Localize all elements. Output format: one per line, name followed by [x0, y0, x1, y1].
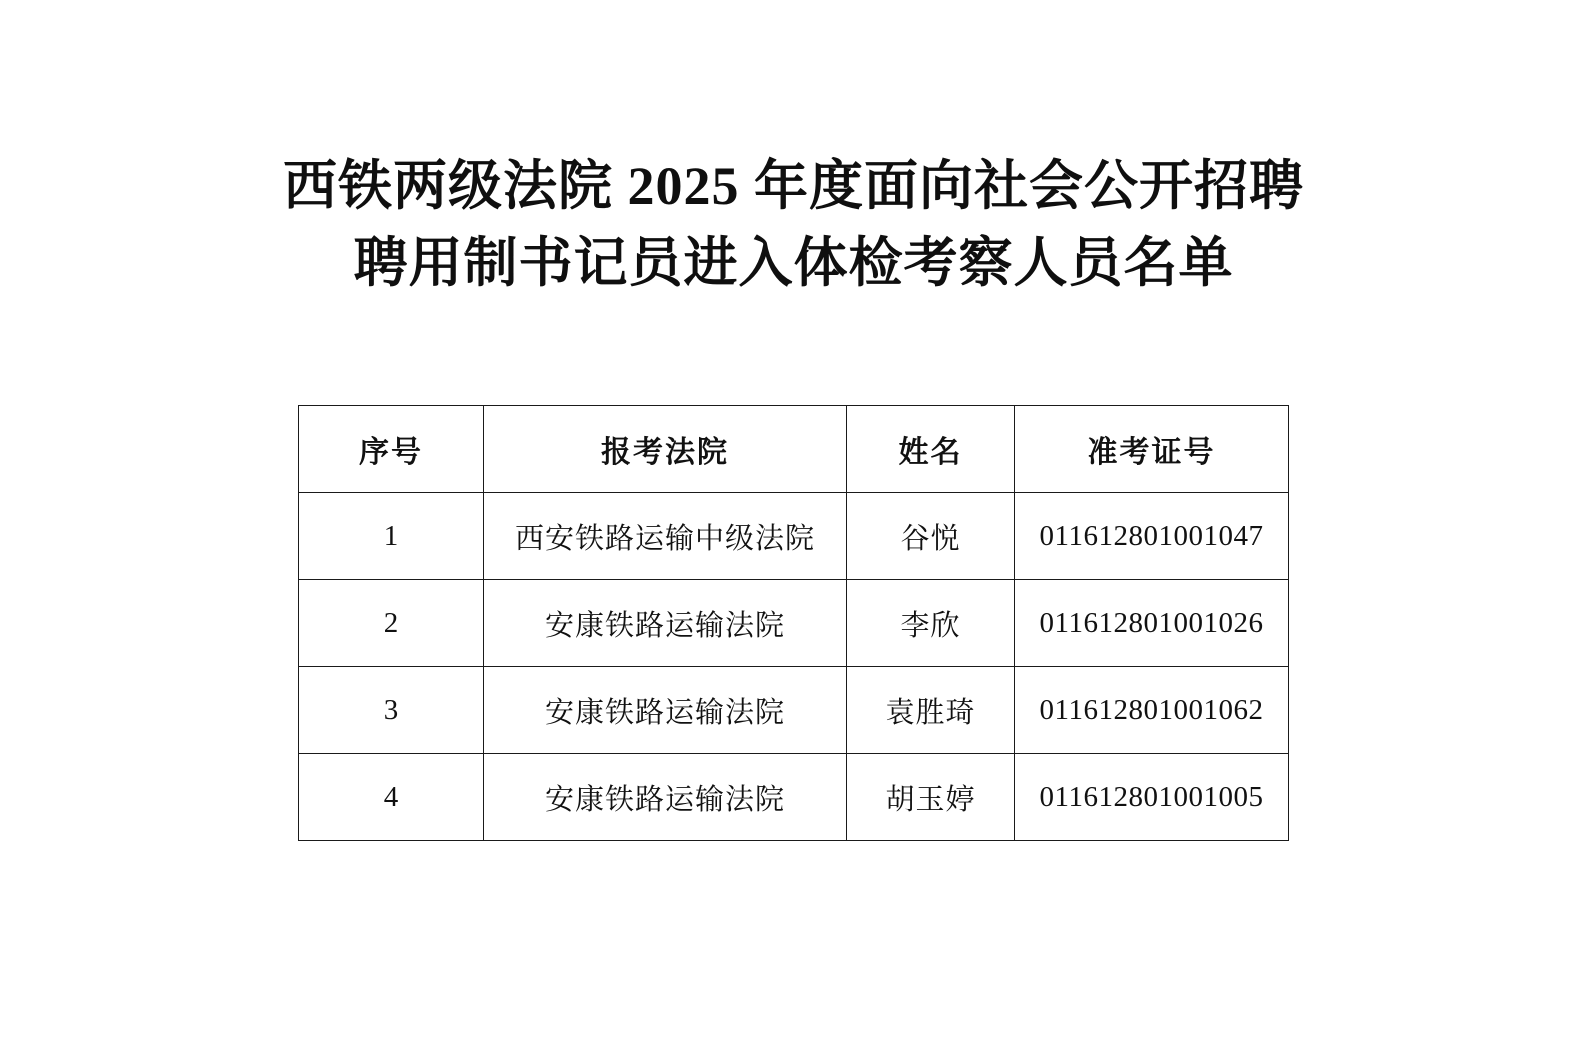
table-header	[299, 406, 1289, 493]
candidates-table	[298, 405, 1289, 841]
cell-name: 袁胜琦	[847, 667, 1015, 754]
column-header-index: 序号	[299, 406, 484, 493]
table-row	[299, 580, 1289, 667]
page-title-line-1: 西铁两级法院 2025 年度面向社会公开招聘	[283, 156, 1304, 216]
column-header-name: 姓名	[847, 406, 1015, 493]
table-row	[299, 493, 1289, 580]
column-header-court: 报考法院	[484, 406, 847, 493]
cell-court: 安康铁路运输法院	[484, 580, 847, 667]
cell-name: 谷悦	[847, 493, 1015, 580]
table-body	[299, 493, 1289, 841]
cell-court: 安康铁路运输法院	[484, 667, 847, 754]
table-row	[299, 667, 1289, 754]
page-title	[0, 0, 1587, 301]
cell-name: 胡玉婷	[847, 754, 1015, 841]
page-title-line-2: 聘用制书记员进入体检考察人员名单	[353, 232, 1234, 293]
cell-court: 安康铁路运输法院	[484, 754, 847, 841]
cell-court: 西安铁路运输中级法院	[484, 493, 847, 580]
cell-admission-number: 011612801001047	[1015, 493, 1289, 580]
table-row	[299, 754, 1289, 841]
cell-index: 4	[299, 754, 484, 841]
cell-index: 3	[299, 667, 484, 754]
cell-index: 1	[299, 493, 484, 580]
column-header-admission-number: 准考证号	[1015, 406, 1289, 493]
cell-name: 李欣	[847, 580, 1015, 667]
table-container	[0, 405, 1587, 841]
cell-admission-number: 011612801001026	[1015, 580, 1289, 667]
table-header-row	[299, 406, 1289, 493]
cell-admission-number: 011612801001005	[1015, 754, 1289, 841]
cell-index: 2	[299, 580, 484, 667]
cell-admission-number: 011612801001062	[1015, 667, 1289, 754]
